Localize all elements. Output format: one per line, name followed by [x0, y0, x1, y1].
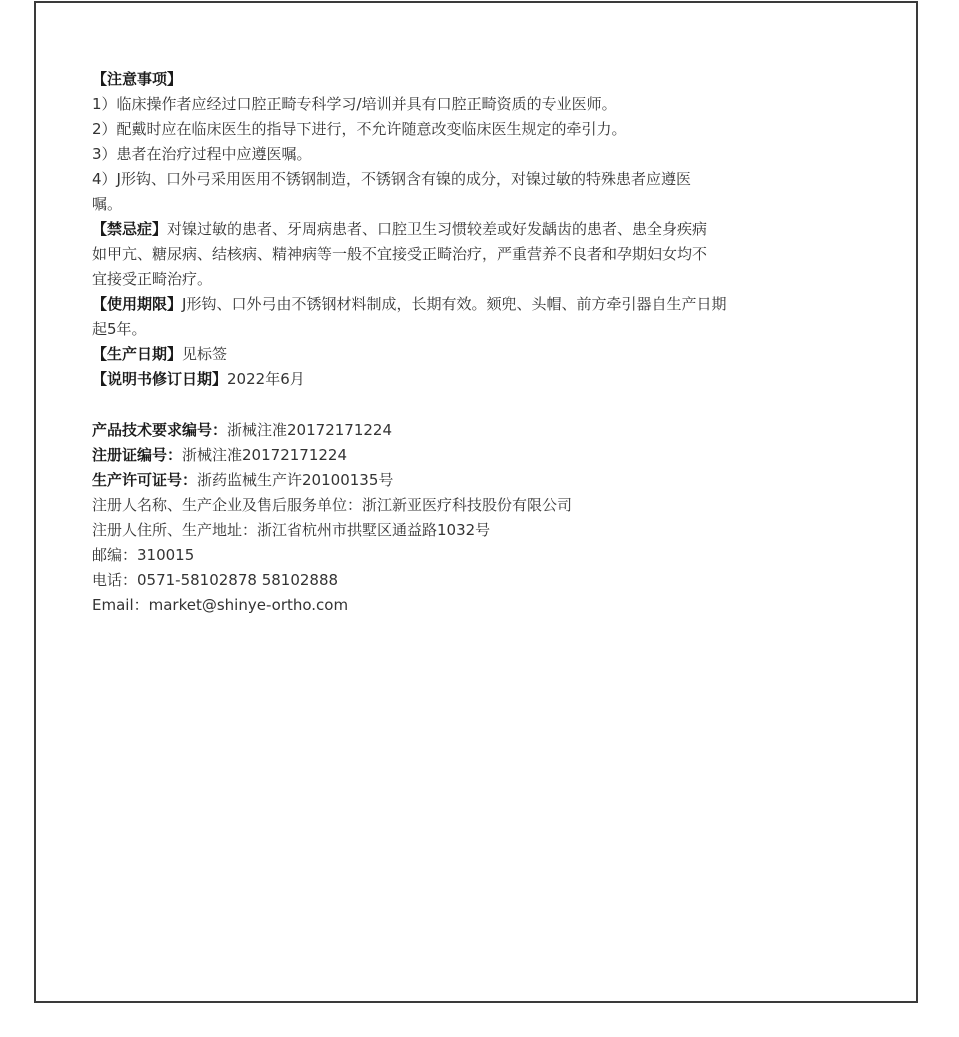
- registration-cert-label: 注册证编号：: [92, 446, 183, 464]
- contraindications-paragraph: [92, 217, 872, 242]
- revision-date-label: 【说明书修订日期】: [92, 370, 228, 388]
- revision-date-row: [92, 367, 872, 392]
- tech-requirement-value: 浙械注准20172171224: [227, 421, 392, 439]
- production-license-row: [92, 468, 872, 493]
- registration-cert-row: [92, 443, 872, 468]
- tech-requirement-row: [92, 418, 872, 443]
- registrant-name: 注册人名称、生产企业及售后服务单位：浙江新亚医疗科技股份有限公司: [92, 496, 573, 514]
- section-spacer: [92, 392, 872, 418]
- validity-label: 【使用期限】: [92, 295, 183, 313]
- validity-paragraph: [92, 292, 872, 317]
- production-license-label: 生产许可证号：: [92, 471, 198, 489]
- production-date-row: [92, 342, 872, 367]
- instruction-sheet: [34, 1, 918, 1003]
- revision-date-value: 2022年6月: [227, 370, 305, 388]
- registration-cert-value: 浙械注准20172171224: [182, 446, 347, 464]
- production-license-value: 浙药监械生产许20100135号: [197, 471, 394, 489]
- production-date-label: 【生产日期】: [92, 345, 183, 363]
- contraindications-text-1: 对镍过敏的患者、牙周病患者、口腔卫生习惯较差或好发龋齿的患者、患全身疾病: [167, 220, 708, 238]
- precautions-heading: 【注意事项】: [92, 70, 183, 88]
- contraindications-label: 【禁忌症】: [92, 220, 168, 238]
- precaution-item-1: 1）临床操作者应经过口腔正畸专科学习/培训并具有口腔正畸资质的专业医师。: [92, 95, 617, 113]
- production-date-value: 见标签: [182, 345, 228, 363]
- contraindications-text-3: 宜接受正畸治疗。: [92, 270, 213, 288]
- email-address: Email：market@shinye-ortho.com: [92, 596, 349, 614]
- validity-text-2: 起5年。: [92, 320, 147, 338]
- phone-number: 电话：0571-58102878 58102888: [92, 571, 339, 589]
- tech-requirement-label: 产品技术要求编号：: [92, 421, 228, 439]
- precaution-item-4-continued: 嘱。: [92, 195, 123, 213]
- registrant-address: 注册人住所、生产地址：浙江省杭州市拱墅区通益路1032号: [92, 521, 491, 539]
- validity-text-1: J形钩、口外弓由不锈钢材料制成，长期有效。颏兜、头帽、前方牵引器自生产日期: [182, 295, 727, 313]
- postcode: 邮编：310015: [92, 546, 195, 564]
- precaution-item-2: 2）配戴时应在临床医生的指导下进行，不允许随意改变临床医生规定的牵引力。: [92, 120, 627, 138]
- precaution-item-3: 3）患者在治疗过程中应遵医嘱。: [92, 145, 312, 163]
- contraindications-text-2: 如甲亢、糖尿病、结核病、精神病等一般不宜接受正畸治疗，严重营养不良者和孕期妇女均不: [92, 245, 708, 263]
- precaution-item-4: 4）J形钩、口外弓采用医用不锈钢制造，不锈钢含有镍的成分，对镍过敏的特殊患者应遵医: [92, 170, 691, 188]
- instruction-content: [92, 67, 872, 618]
